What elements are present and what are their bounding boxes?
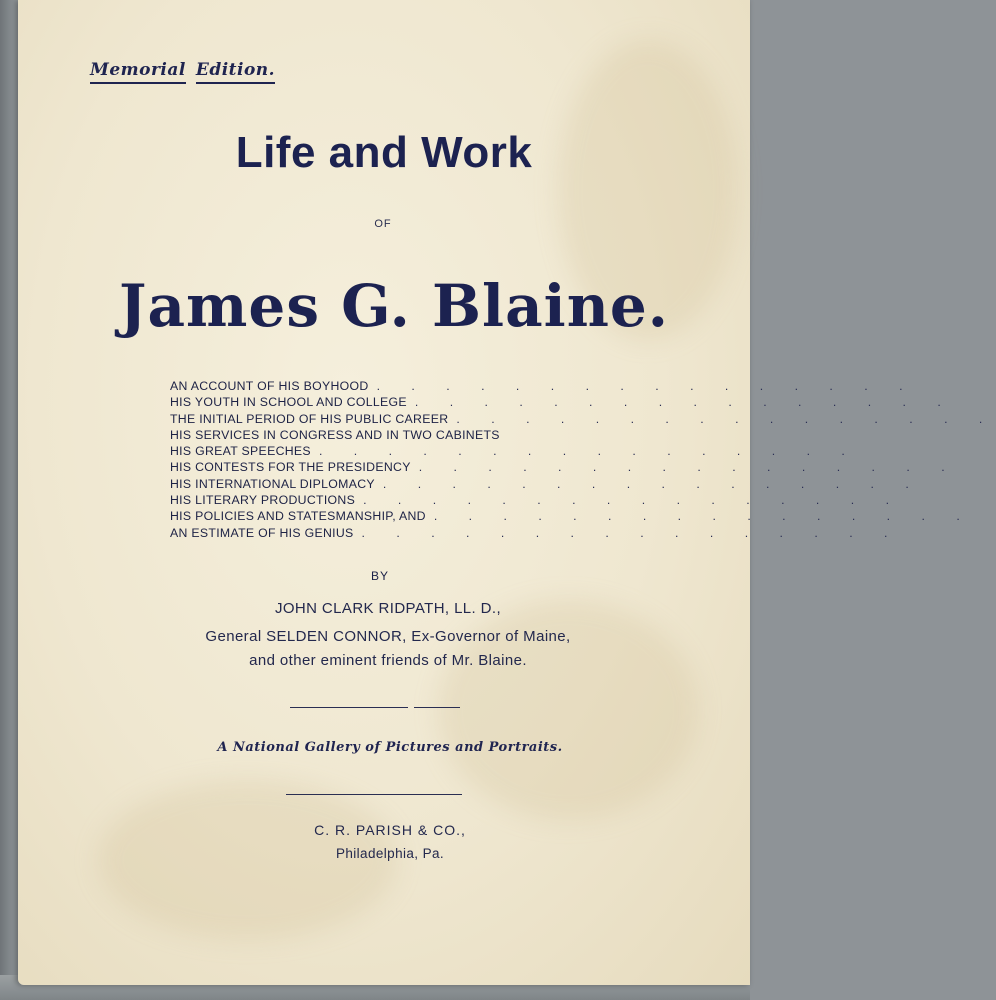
divider-rule [290,707,408,708]
edition-word-1: Memorial [90,60,186,84]
list-item [170,508,974,524]
edition-label [90,60,275,84]
author-primary: JOHN CLARK RIDPATH, LL. D., [274,600,502,617]
contents-item: HIS LITERARY PRODUCTIONS [170,493,356,508]
contents-item: HIS POLICIES AND STATESMANSHIP, AND [170,509,426,524]
author-secondary: General SELDEN CONNOR, Ex-Governor of Maine, [205,628,571,645]
divider-rule [414,707,460,708]
title-connector: OF [374,218,392,230]
list-item [170,476,923,492]
list-item [170,427,590,443]
gallery-note: A National Gallery of Pictures and Portraits. [217,740,563,755]
contents-item: HIS SERVICES IN CONGRESS AND IN TWO CABINETS [170,427,500,442]
contents-item: THE INITIAL PERIOD OF HIS PUBLIC CAREER [170,411,449,426]
book-title: Life and Work [235,128,533,177]
contents-list [170,378,996,541]
contents-item: HIS YOUTH IN SCHOOL AND COLLEGE [170,395,407,410]
list-item [170,492,904,508]
divider-rule [286,794,462,795]
list-item [170,459,959,475]
contents-item: AN ACCOUNT OF HIS BOYHOOD [170,379,369,393]
contents-item: HIS INTERNATIONAL DIPLOMACY [170,476,375,491]
leader-dots: . . . . . . . . . . . . . . . . [414,395,955,410]
leader-dots: . . . . . . . . . . . . . . . . [456,411,996,426]
list-item [170,411,996,427]
list-item [170,394,955,410]
leader-dots: . . . . . . . . . . . . . . . . [433,509,974,524]
subject-name: James G. Blaine. [119,272,669,340]
leader-dots: . . . . . . . . . . . . . . . . [363,493,904,508]
leader-dots: . . . . . . . . . . . . . . . . [382,476,923,491]
by-line: BY [370,569,389,583]
title-page [18,0,996,985]
list-item [170,378,917,394]
contents-item: HIS CONTESTS FOR THE PRESIDENCY [170,460,411,475]
leader-dots: . . . . . . . . . . . . . . . . [418,460,959,475]
contents-item: AN ESTIMATE OF HIS GENIUS [170,525,354,540]
leader-dots: . . . . . . . . . . . . . . . . [318,444,859,459]
list-item [170,525,902,541]
author-others: and other eminent friends of Mr. Blaine. [249,652,527,669]
publisher-name: C. R. PARISH & CO., [314,822,466,838]
list-item [170,443,859,459]
leader-dots: . . . . . . . . . . . . . . . . [361,525,902,540]
edition-word-2: Edition. [196,60,275,84]
contents-item: HIS GREAT SPEECHES [170,444,311,459]
leader-dots: . . . . . . . . . . . . . . . . [376,379,917,393]
publisher-city: Philadelphia, Pa. [335,846,445,861]
